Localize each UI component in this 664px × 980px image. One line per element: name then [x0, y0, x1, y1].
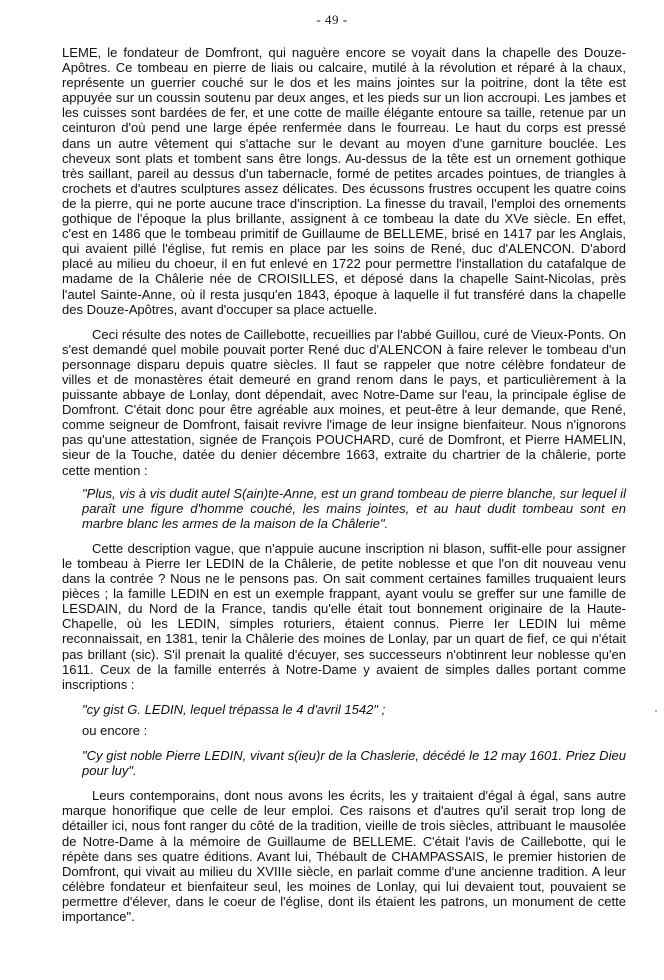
paragraph-ledin-family: Cette description vague, que n'appuie aucune inscription ni blason, suffit-elle pour assigner le tombeau à Pierre Ier LEDIN de la Châlerie, de petite noblesse et que l'on dit nouveau venu dans la contrée ? Nous ne le pensons pas. On sait comment certaines familles truquaient leurs pièces ; la famille LEDIN en est un exemple frappant, ayant voulu se greffer sur une famille de LESDAIN, du Nord de la France, tandis qu'elle était tout bonnement originaire de la Haute-Chapelle, où les LEDIN, simples roturiers, étaient connus. Pierre Ier LEDIN lui même reconnaissait, en 1381, tenir la Châlerie des moines de Lonlay, par un quart de fief, ce qui n'était pas brillant (sic). S'il prenait la qualité d'écuyer, ses successeurs n'obtinrent leur noblesse qu'en 1611. Ceux de la famille enterrés à Notre-Dame y avaient de simples dalles portant comme inscriptions : — [62, 540, 626, 692]
paragraph-tradition: Leurs contemporains, dont nous avons les écrits, les y traitaient d'égal à égal, sans autre marque honorifique que celle de leur emploi. Ces raisons et d'autres qu'il serait trop long de détailler ici, nous font ranger du côté de la tradition, vieille de trois siècles, attribuant le mausolée de Notre-Dame à la mémoire de Guillaume de BELLEME. C'était l'avis de Caillebotte, qui le répète dans ses quatre éditions. Avant lui, Thébault de CHAMPASSAIS, le premier historien de Domfront, qui vivait au milieu du XVIIIe siècle, en parlait comme d'une ancienne tradition. A leur célèbre fondateur et bienfaiteur seul, les moines de Lonlay, qui lui devaient tout, pouvaient se permettre d'élever, dans le coeur de l'église, dont ils étaient les patrons, un monument de cette importance". — [62, 788, 626, 924]
page-body — [62, 45, 626, 924]
paragraph-tomb-description: LEME, le fondateur de Domfront, qui naguère encore se voyait dans la chapelle des Douze-Apôtres. Ce tombeau en pierre de liais ou calcaire, mutilé à la révolution et réparé à la chaux, représente un guerrier couché sur le dos et les mains jointes sur la poitrine, dont la tête est appuyée sur un coussin soutenu par deux anges, et les pieds sur un lion accroupi. Les jambes et les cuisses sont bardées de fer, et une cotte de maille élégante entoure sa taille, retenue par un ceinturon d'où pend une large épée renfermée dans le fourreau. Le haut du corps est pressé dans un autre vêtement qui s'attache sur le devant au moyen d'une garniture bouclée. Les cheveux sont plats et tombent sans être longs. Au-dessus de la tête est un ornement gothique très saillant, pareil au dessus d'un tabernacle, formé de petites arcades pointues, de triangles à crochets et d'autres sculptures assez délicates. Des écussons frustres occupent les quatre coins de la pierre, qui ne porte aucune trace d'inscription. La finesse du travail, l'emploi des ornements gothique de l'époque la plus brillante, assignent à ce tombeau la date du XVe siècle. En effet, c'est en 1486 que le tombeau primitif de Guillaume de BELLEME, brisé en 1417 par les Anglais, qui avaient pillé l'église, fut remis en place par les soins de René, duc d'ALENCON. D'abord placé au milieu du choeur, il en fut enlevé en 1722 pour permettre l'installation du catafalque de madame de la Châlerie née de CROISILLES, et déposé dans la chapelle Saint-Nicolas, près l'autel Sainte-Anne, où il resta jusqu'en 1843, époque à laquelle il fut transféré dans la chapelle des Douze-Apôtres, avant d'occuper sa place actuelle. — [62, 45, 626, 317]
ou-encore: ou encore : — [82, 722, 148, 738]
quote-inscription-1601: "Cy gist noble Pierre LEDIN, vivant s(ieu)r de la Chaslerie, décédé le 12 may 1601. Priez Dieu pour luy". — [82, 748, 626, 779]
page-number: - 49 - — [316, 12, 348, 27]
scan-speck — [655, 710, 657, 712]
paragraph-caillebotte-notes: Ceci résulte des notes de Caillebotte, recueillies par l'abbé Guillou, curé de Vieux-Ponts. On s'est demandé quel mobile pouvait porter René duc d'ALENCON à faire relever le tombeau d'un personnage disparu depuis quatre siècles. Il faut se rappeler que notre célèbre fondateur de villes et de monastères était demeuré en grand renom dans le pays, et particulièrement à la puissante abbaye de Lonlay, dont dépendait, avec Notre-Dame sur l'eau, la principale église de Domfront. C'était donc pour être agréable aux moines, et peut-être à leur demande, que René, comme seigneur de Domfront, faisait revivre l'image de leur insigne bienfaiteur. Nous n'ignorons pas qu'une attestation, signée de François POUCHARD, curé de Domfront, et Pierre HAMELIN, sieur de la Touche, datée du denier décembre 1663, extraite du chartrier de la châlerie, porte cette mention : — [62, 326, 626, 478]
quote-inscription-1542: "cy gist G. LEDIN, lequel trépassa le 4 d'avril 1542" ; — [82, 701, 386, 717]
quote-chalerie-attestation: "Plus, vis à vis dudit autel S(ain)te-Anne, est un grand tombeau de pierre blanche, sur lequel il paraît une figure d'homme couché, les mains jointes, et au haut dudit tombeau sont en marbre blanc les armes de la maison de la Châlerie". — [82, 485, 626, 531]
